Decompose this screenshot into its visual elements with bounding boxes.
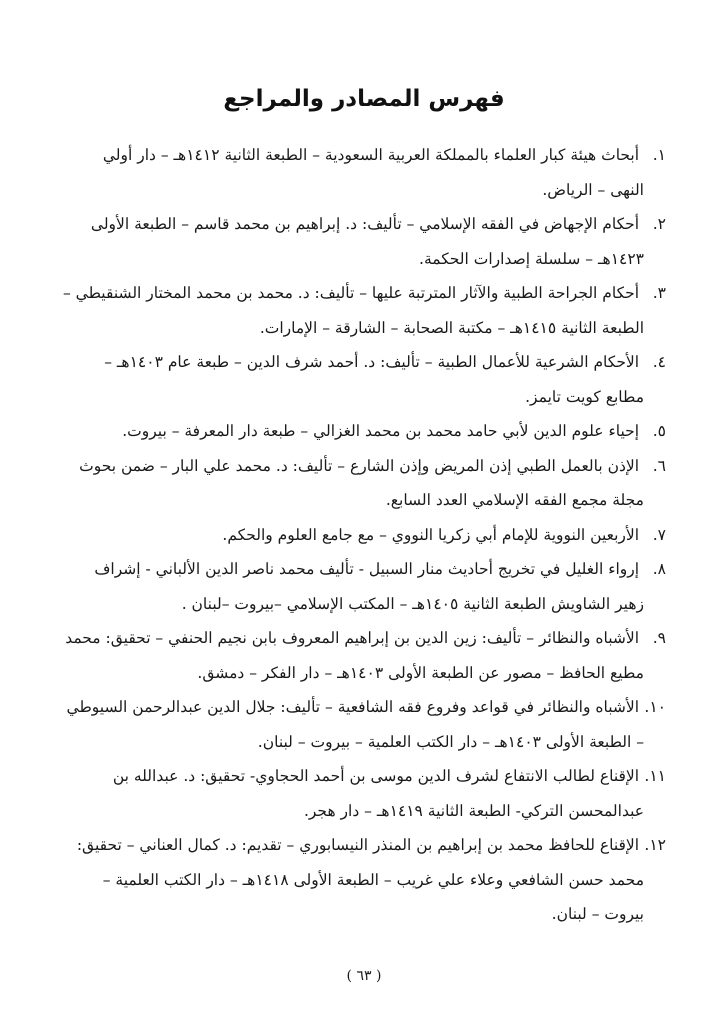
reference-item [60,207,666,276]
reference-first-line [60,621,666,656]
reference-item [60,138,666,207]
reference-item [60,345,666,414]
reference-continuation: مطيع الحافظ – مصور عن الطبعة الأولى ١٤٠٣هـ – دار الفكر – دمشق. [197,663,644,682]
reference-first-line [60,414,666,449]
reference-first-line [60,552,666,587]
reference-number: ٤. [652,353,666,371]
reference-continuation: الطبعة الثانية ١٤١٥هـ – مكتبة الصحابة – الشارقة – الإمارات. [259,318,644,337]
page-title: فهرس المصادر والمراجع [223,86,505,112]
reference-number: ٣. [652,284,666,302]
reference-item [60,759,666,828]
reference-number: ٥. [652,422,666,440]
reference-first-line [60,138,666,173]
reference-continuation: زهير الشاويش الطبعة الثانية ١٤٠٥هـ – المكتب الإسلامي –بيروت –لبنان . [181,594,644,613]
reference-text: أحكام الجراحة الطبية والآثار المترتبة عليها – تأليف: د. محمد بن محمد المختار الشنقيطي – [63,284,640,302]
reference-text: الإقناع للحافظ محمد بن إبراهيم بن المنذر النيسابوري – تقديم: د. كمال العناني – تحقيق: [76,836,640,854]
reference-text: الأربعين النووية للإمام أبي زكريا النووي – مع جامع العلوم والحكم. [222,525,640,544]
reference-number: ١٢. [644,836,666,854]
reference-continuation: مطابع كويت تايمز. [525,387,644,406]
reference-text: الأشباه والنظائر – تأليف: زين الدين بن إبراهيم المعروف بابن نجيم الحنفي – تحقيق: محمد [65,629,640,647]
references-list [60,138,666,932]
reference-continuation: محمد حسن الشافعي وعلاء علي غريب – الطبعة الأولى ١٤١٨هـ – دار الكتب العلمية – [102,870,644,889]
reference-continuation: – الطبعة الأولى ١٤٠٣هـ – دار الكتب العلمية – بيروت – لبنان. [257,732,644,751]
reference-first-line [60,690,666,725]
reference-text: أحكام الإجهاض في الفقه الإسلامي – تأليف: د. إبراهيم بن محمد قاسم – الطبعة الأولى [90,215,640,233]
reference-number: ١١. [644,767,666,785]
reference-first-line [60,449,666,484]
reference-first-line [60,759,666,794]
reference-number: ٨. [652,560,666,578]
reference-item [60,690,666,759]
reference-number: ٢. [652,215,666,233]
reference-number: ٩. [652,629,666,647]
reference-item [60,621,666,690]
reference-text: الإقناع لطالب الانتفاع لشرف الدين موسى بن أحمد الحجاوي- تحقيق: د. عبدالله بن [112,767,640,785]
reference-first-line [60,828,666,863]
reference-continuation: بيروت – لبنان. [551,905,644,923]
reference-text: الإذن بالعمل الطبي إذن المريض وإذن الشارع – تأليف: د. محمد علي البار – ضمن بحوث [79,456,640,475]
reference-continuation: النهى – الرياض. [542,180,644,199]
reference-first-line [60,518,666,553]
reference-first-line [60,276,666,311]
reference-text: إحياء علوم الدين لأبي حامد محمد بن محمد الغزالي – طبعة دار المعرفة – بيروت. [122,422,640,440]
reference-text: الأحكام الشرعية للأعمال الطبية – تأليف: د. أحمد شرف الدين – طبعة عام ١٤٠٣هـ – [104,353,640,371]
reference-first-line [60,207,666,242]
reference-number: ٧. [652,525,666,544]
reference-item [60,828,666,932]
reference-number: ١. [652,146,666,164]
reference-item [60,552,666,621]
reference-item [60,276,666,345]
reference-continuation: عبدالمحسن التركي- الطبعة الثانية ١٤١٩هـ – دار هجر. [303,801,644,820]
reference-continuation: مجلة مجمع الفقه الإسلامي العدد السابع. [385,491,644,509]
reference-text: أبحاث هيئة كبار العلماء بالمملكة العربية السعودية – الطبعة الثانية ١٤١٢هـ – دار أولي [102,146,640,164]
page-number: ( ٦٣ ) [346,968,382,984]
reference-first-line [60,345,666,380]
reference-text: الأشباه والنظائر في قواعد وفروع فقه الشافعية – تأليف: جلال الدين عبدالرحمن السيوطي [66,698,640,716]
reference-item [60,449,666,518]
reference-item [60,518,666,553]
reference-number: ١٠. [644,698,666,716]
reference-text: إرواء الغليل في تخريج أحاديث منار السبيل - تأليف محمد ناصر الدين الألباني - إشراف [94,560,640,578]
reference-item [60,414,666,449]
reference-continuation: ١٤٢٣هـ – سلسلة إصدارات الحكمة. [419,249,644,268]
reference-number: ٦. [652,456,666,475]
